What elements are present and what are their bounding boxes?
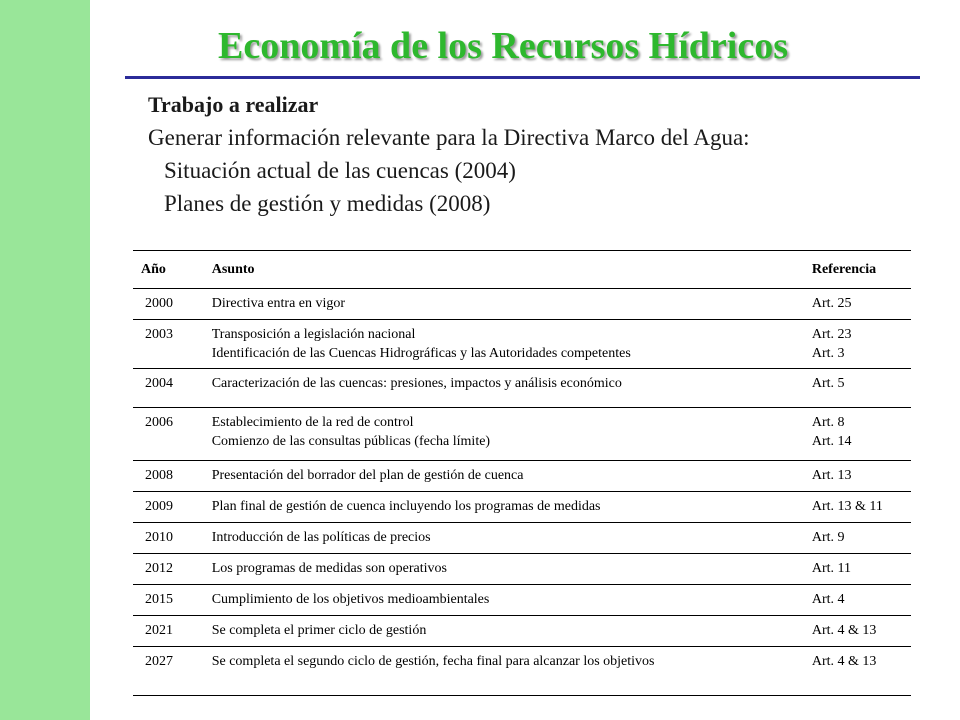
cell-topic [204, 554, 804, 585]
table-row [133, 320, 911, 369]
table-row [133, 616, 911, 647]
table-row [133, 523, 911, 554]
table-row [133, 289, 911, 320]
intro-line-2: Situación actual de las cuencas (2004) [164, 158, 516, 183]
table-row [133, 461, 911, 492]
reference-line: Art. 13 [811, 468, 852, 483]
cell-topic [204, 585, 804, 616]
table-row [133, 554, 911, 585]
reference-line: Art. 14 [811, 434, 852, 449]
cell-year: 2003 [133, 320, 204, 369]
header-year: Año [133, 251, 204, 289]
page-title: Economía de los Recursos Hídricos [218, 25, 788, 67]
cell-year: 2004 [133, 369, 204, 408]
topic-line: Identificación de las Cuencas Hidrográficas y las Autoridades competentes [211, 346, 631, 361]
cell-year: 2027 [133, 647, 204, 696]
intro-heading: Trabajo a realizar [148, 92, 319, 117]
topic-line: Se completa el primer ciclo de gestión [211, 623, 427, 638]
cell-reference [804, 523, 911, 554]
reference-line: Art. 8 [811, 415, 845, 430]
cell-topic [204, 289, 804, 320]
cell-topic [204, 320, 804, 369]
cell-reference [804, 320, 911, 369]
intro-line-3: Planes de gestión y medidas (2008) [164, 191, 491, 216]
cell-topic [204, 616, 804, 647]
cell-reference [804, 408, 911, 461]
topic-line: Transposición a legislación nacional [211, 327, 416, 342]
topic-line: Directiva entra en vigor [211, 296, 346, 311]
header-reference: Referencia [804, 251, 911, 289]
topic-line: Cumplimiento de los objetivos medioambientales [211, 592, 490, 607]
reference-line: Art. 4 & 13 [811, 654, 877, 669]
reference-line: Art. 5 [811, 376, 845, 391]
header-topic: Asunto [204, 251, 804, 289]
reference-line: Art. 25 [811, 296, 852, 311]
topic-line: Se completa el segundo ciclo de gestión, fecha final para alcanzar los objetivos [211, 654, 655, 669]
cell-topic [204, 523, 804, 554]
topic-line: Plan final de gestión de cuenca incluyendo los programas de medidas [211, 499, 601, 514]
topic-line: Caracterización de las cuencas: presiones, impactos y análisis económico [211, 376, 622, 391]
reference-line: Art. 11 [811, 561, 851, 576]
cell-topic [204, 461, 804, 492]
cell-reference [804, 461, 911, 492]
cell-topic [204, 492, 804, 523]
table-header-row [133, 251, 911, 289]
topic-line: Presentación del borrador del plan de gestión de cuenca [211, 468, 524, 483]
reference-line: Art. 4 & 13 [811, 623, 877, 638]
cell-topic [204, 647, 804, 696]
cell-reference [804, 616, 911, 647]
cell-year: 2000 [133, 289, 204, 320]
cell-reference [804, 554, 911, 585]
cell-reference [804, 647, 911, 696]
directive-schedule-table [133, 250, 911, 696]
topic-line: Los programas de medidas son operativos [211, 561, 447, 576]
cell-topic [204, 369, 804, 408]
cell-reference [804, 585, 911, 616]
reference-line: Art. 9 [811, 530, 845, 545]
cell-year: 2015 [133, 585, 204, 616]
topic-line: Comienzo de las consultas públicas (fecha límite) [211, 434, 491, 449]
table-row [133, 492, 911, 523]
reference-line: Art. 13 & 11 [811, 499, 883, 514]
intro-line-1: Generar información relevante para la Directiva Marco del Agua: [148, 125, 750, 150]
reference-line: Art. 4 [811, 592, 845, 607]
cell-reference [804, 369, 911, 408]
table-row [133, 408, 911, 461]
cell-reference [804, 289, 911, 320]
intro-block [148, 88, 750, 220]
cell-year: 2008 [133, 461, 204, 492]
cell-year: 2012 [133, 554, 204, 585]
side-accent-bar [0, 0, 90, 720]
cell-year: 2021 [133, 616, 204, 647]
reference-line: Art. 23 [811, 327, 852, 342]
topic-line: Introducción de las políticas de precios [211, 530, 431, 545]
cell-reference [804, 492, 911, 523]
topic-line: Establecimiento de la red de control [211, 415, 414, 430]
table-row [133, 585, 911, 616]
title-underline [125, 76, 920, 79]
cell-year: 2009 [133, 492, 204, 523]
cell-topic [204, 408, 804, 461]
cell-year: 2010 [133, 523, 204, 554]
reference-line: Art. 3 [811, 346, 845, 361]
cell-year: 2006 [133, 408, 204, 461]
table-row [133, 647, 911, 696]
table-row [133, 369, 911, 408]
